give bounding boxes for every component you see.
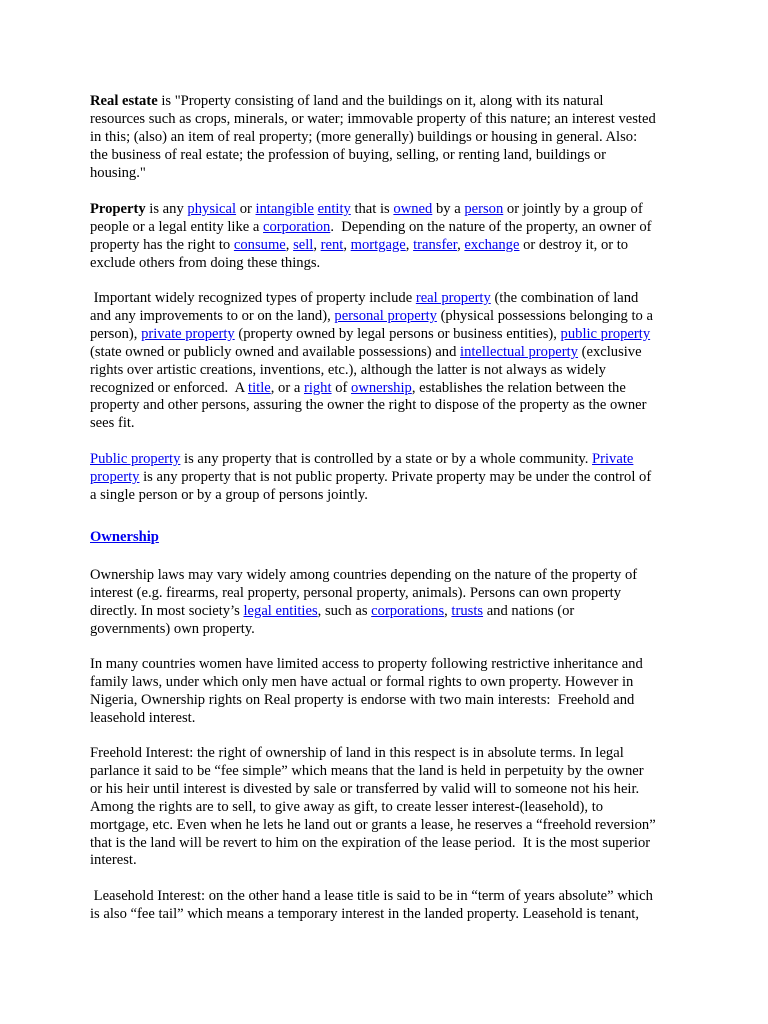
link-physical[interactable]: physical	[187, 201, 237, 217]
link-intellectual-property[interactable]: intellectual property	[460, 343, 578, 360]
text-run: directly. In most society’s	[90, 602, 244, 619]
text-run: property has the right to	[90, 236, 234, 253]
text-run: and any improvements to or on the land),	[90, 307, 335, 324]
text-run: is any	[145, 201, 188, 217]
text-run: Important widely recognized types of property include	[90, 290, 416, 306]
link-private-property[interactable]: private property	[141, 325, 235, 342]
real-estate-term: Real estate	[90, 93, 158, 109]
text-run: (property owned by legal persons or business entities),	[234, 325, 561, 342]
link-private[interactable]: Private	[592, 451, 634, 467]
text-run: person),	[90, 325, 142, 342]
link-person[interactable]: person	[464, 201, 504, 217]
text-run: ,	[343, 236, 351, 253]
link-legal-entities[interactable]: legal entities	[243, 602, 318, 619]
text-line: interest (e.g. firearms, real property, personal property, animals). Persons can own property	[90, 584, 622, 601]
link-entity[interactable]: entity	[317, 201, 351, 217]
text-run: (physical possessions belonging to a	[436, 307, 653, 324]
text-run: (state owned or publicly owned and available possessions) and	[90, 343, 461, 360]
freehold-paragraph	[90, 745, 680, 870]
link-consume[interactable]: consume	[233, 236, 286, 253]
text-line: in this; (also) an item of real property; (more generally) buildings or housing in general. Also:	[90, 128, 638, 145]
link-right[interactable]: right	[303, 379, 332, 396]
property-types-paragraph	[90, 290, 680, 433]
link-corporation[interactable]: corporation	[263, 218, 331, 235]
women-access-paragraph	[90, 656, 680, 728]
text-run: ,	[313, 236, 321, 253]
text-line: interest.	[90, 852, 137, 869]
text-line: mortgage, etc. Even when he lets he land out or grants a lease, he reserves a “freehold reversion”	[90, 816, 656, 833]
text-line: a single person or by a group of persons jointly.	[90, 486, 368, 503]
text-run: is any property that is controlled by a state or by a whole community.	[180, 451, 593, 467]
leasehold-paragraph	[90, 888, 680, 924]
text-run: recognized or enforced. A	[90, 379, 249, 396]
text-line: is also “fee tail” which means a temporary interest in the landed property. Leasehold is tenant,	[90, 905, 639, 922]
text-run: is any property that is not public property. Private property may be under the control of	[139, 468, 652, 485]
text-line: Nigeria, Ownership rights on Real property is endorse with two main interests: Freehold and	[90, 691, 635, 708]
link-title[interactable]: title	[248, 379, 271, 396]
text-line: Ownership laws may vary widely among countries depending on the nature of the property of	[90, 567, 638, 583]
text-run: ,	[444, 602, 452, 619]
link-exchange[interactable]: exchange	[464, 236, 520, 253]
text-line: In many countries women have limited access to property following restrictive inheritance and	[90, 656, 643, 672]
text-run: . Depending on the nature of the property, an owner of	[330, 218, 652, 235]
text-run: , or a	[270, 379, 304, 396]
text-line: the business of real estate; the profession of buying, selling, or renting land, buildings or	[90, 146, 606, 163]
text-run: or jointly by a group of	[503, 201, 643, 217]
text-run: people or a legal entity like a	[90, 218, 264, 235]
link-rent[interactable]: rent	[320, 236, 344, 253]
public-private-paragraph	[90, 451, 680, 505]
text-line: family laws, under which only men have actual or formal rights to own property. However in	[90, 673, 634, 690]
text-run: ,	[285, 236, 294, 253]
link-transfer[interactable]: transfer	[413, 236, 458, 253]
link-property[interactable]: property	[90, 468, 140, 485]
ownership-heading-link[interactable]: Ownership	[90, 529, 159, 545]
text-line: housing."	[90, 164, 146, 181]
link-mortgage[interactable]: mortgage	[350, 236, 406, 253]
text-line: leasehold interest.	[90, 709, 196, 726]
text-run: by a	[432, 201, 465, 217]
link-owned[interactable]: owned	[393, 201, 433, 217]
text-run: of	[331, 379, 352, 396]
link-intangible[interactable]: intangible	[255, 201, 314, 217]
text-line: resources such as crops, minerals, or water; immovable property of this nature; an interest vested	[90, 110, 656, 127]
text-run: (the combination of land	[490, 290, 639, 306]
link-real-property[interactable]: real property	[415, 290, 491, 306]
text-run: and nations (or	[483, 602, 575, 619]
text-line: that is the land will be revert to him on the expiration of the lease period. It is the most superior	[90, 834, 651, 851]
ownership-heading-row	[90, 529, 680, 547]
link-public-property-2[interactable]: Public property	[90, 451, 181, 467]
property-term: Property	[90, 201, 146, 217]
text-line: sees fit.	[90, 415, 135, 432]
text-line: exclude others from doing these things.	[90, 254, 321, 271]
link-public-property[interactable]: public property	[560, 325, 651, 342]
text-run: ,	[457, 236, 465, 253]
text-run: ,	[405, 236, 414, 253]
text-line: or his heir until interest is divested by sale or transferred by valid will to someone not his heir.	[90, 780, 640, 797]
text-run: , such as	[317, 602, 372, 619]
text-run: that is	[350, 201, 394, 217]
link-corporations[interactable]: corporations	[371, 602, 445, 619]
ownership-laws-paragraph	[90, 567, 680, 639]
text-line: governments) own property.	[90, 620, 255, 637]
text-line: is "Property consisting of land and the buildings on it, along with its natural	[157, 93, 604, 109]
link-personal-property[interactable]: personal property	[334, 307, 437, 324]
text-line: property and other persons, assuring the owner the right to dispose of the property as the owner	[90, 397, 647, 414]
text-run: (exclusive	[577, 343, 642, 360]
text-line: parlance it said to be “fee simple” which means that the land is held in perpetuity by the owner	[90, 762, 644, 779]
link-sell[interactable]: sell	[293, 236, 314, 253]
text-run: , establishes the relation between the	[411, 379, 626, 396]
text-line: Freehold Interest: the right of ownership of land in this respect is in absolute terms. In legal	[90, 745, 624, 761]
text-run: or	[236, 201, 256, 217]
text-run: or destroy it, or to	[519, 236, 629, 253]
text-line: rights over artistic creations, inventions, etc.), although the latter is not always as widely	[90, 361, 606, 378]
text-line: Among the rights are to sell, to give away as gift, to create lesser interest-(leasehold), to	[90, 798, 604, 815]
property-paragraph	[90, 201, 680, 273]
link-trusts[interactable]: trusts	[451, 602, 484, 619]
link-ownership[interactable]: ownership	[351, 379, 412, 396]
real-estate-paragraph	[90, 93, 680, 183]
text-line: Leasehold Interest: on the other hand a lease title is said to be in “term of years absolute” which	[90, 888, 653, 904]
